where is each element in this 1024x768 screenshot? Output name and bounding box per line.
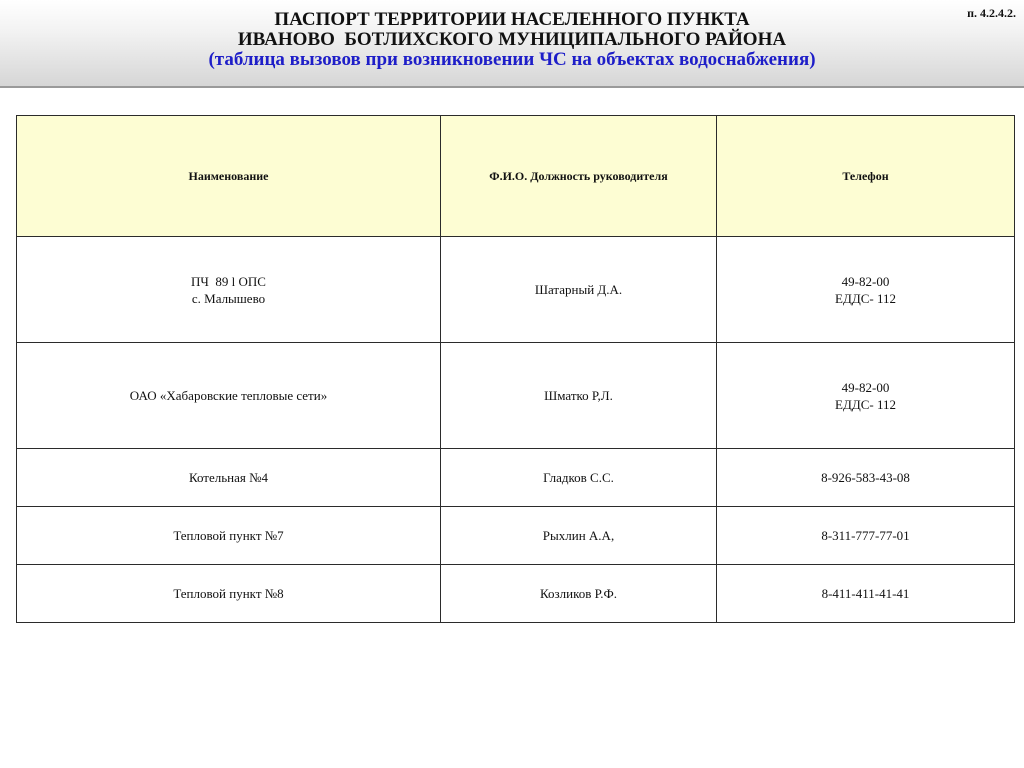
cell-text: 8-411-411-41-41 — [821, 586, 910, 601]
cell-text: 8-311-777-77-01 — [821, 528, 910, 543]
cell-text: ПЧ 89 l ОПС — [191, 273, 266, 289]
cell-text: Козликов Р.Ф. — [539, 586, 618, 601]
column-header-phone: Телефон — [717, 116, 1015, 237]
page-subtitle: (таблица вызовов при возникновении ЧС на объектах водоснабжения) — [208, 49, 816, 70]
cell-phone — [717, 237, 1015, 343]
cell-name — [17, 565, 441, 623]
table-row — [17, 449, 1015, 507]
cell-name — [17, 507, 441, 565]
cell-text: 49-82-00 — [841, 379, 890, 395]
page-title-line-1: ПАСПОРТ ТЕРРИТОРИИ НАСЕЛЕННОГО ПУНКТА — [274, 9, 750, 30]
cell-text: с. Малышево — [191, 290, 266, 306]
cell-name — [17, 237, 441, 343]
cell-text: Шатарный Д.А. — [534, 282, 623, 297]
cell-name — [17, 449, 441, 507]
cell-text: Тепловой пункт №7 — [173, 528, 284, 543]
cell-text: 49-82-00 — [841, 273, 890, 289]
table-row — [17, 565, 1015, 623]
cell-head — [441, 449, 717, 507]
cell-phone — [717, 343, 1015, 449]
cell-text: Рыхлин А.А, — [542, 528, 615, 543]
cell-text: Тепловой пункт №8 — [173, 586, 284, 601]
cell-phone — [717, 565, 1015, 623]
cell-text: ОАО «Хабаровские тепловые сети» — [129, 388, 328, 403]
title-block — [0, 10, 1024, 70]
table-row — [17, 343, 1015, 449]
table-row — [17, 237, 1015, 343]
cell-text: Шматко Р,Л. — [544, 388, 613, 403]
cell-text: 8-926-583-43-08 — [821, 470, 910, 485]
page-title-line-2: ИВАНОВО БОТЛИХСКОГО МУНИЦИПАЛЬНОГО РАЙОНА — [237, 29, 787, 50]
column-header-head: Ф.И.О. Должность руководителя — [441, 116, 717, 237]
cell-name — [17, 343, 441, 449]
slide-header — [0, 0, 1024, 88]
cell-text: Котельная №4 — [188, 470, 269, 485]
table-row — [17, 507, 1015, 565]
cell-phone — [717, 449, 1015, 507]
cell-text: Гладков С.С. — [543, 470, 614, 485]
cell-text: ЕДДС- 112 — [835, 290, 896, 306]
cell-text: ЕДДС- 112 — [835, 396, 896, 412]
cell-head — [441, 343, 717, 449]
section-reference: п. 4.2.4.2. — [967, 6, 1016, 20]
column-header-name: Наименование — [17, 116, 441, 237]
cell-phone — [717, 507, 1015, 565]
cell-head — [441, 237, 717, 343]
emergency-calls-table — [16, 115, 1015, 623]
cell-head — [441, 565, 717, 623]
cell-head — [441, 507, 717, 565]
table-header-row — [17, 116, 1015, 237]
